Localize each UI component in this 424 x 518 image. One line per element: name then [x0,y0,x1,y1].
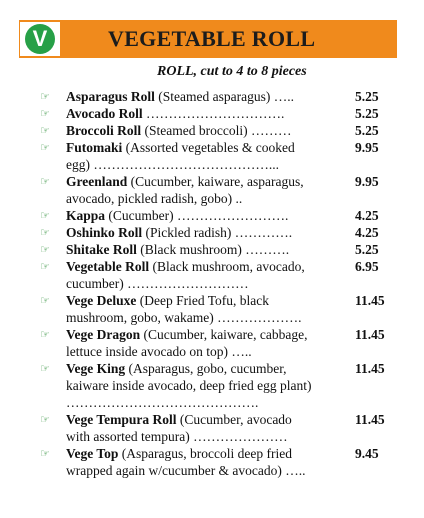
item-name: Vege King [66,361,126,376]
pointing-hand-icon: ☞ [40,328,50,341]
item-price: 9.45 [355,446,379,461]
item-price: 5.25 [355,106,379,121]
item-price: 5.25 [355,242,379,257]
item-line [66,445,292,462]
pointing-hand-icon: ☞ [40,294,50,307]
item-description: (Steamed asparagus) ….. [154,89,294,104]
item-price: 5.25 [355,89,379,104]
pointing-hand-icon: ☞ [40,141,50,154]
item-description: …………………………. [142,106,285,121]
item-price: 11.45 [355,412,385,427]
item-description-continued: kaiware inside avocado, deep fried egg plant) [66,378,312,393]
pointing-hand-icon: ☞ [40,413,50,426]
pointing-hand-icon: ☞ [40,107,50,120]
item-description: (Asparagus, broccoli deep fried [118,446,292,461]
pointing-hand-icon: ☞ [40,260,50,273]
item-description: (Steamed broccoli) ……… [141,123,292,138]
pointing-hand-icon: ☞ [40,362,50,375]
item-description-continued: mushroom, gobo, wakame) ………………. [66,310,302,325]
item-name: Greenland [66,174,128,189]
item-price: 11.45 [355,327,385,342]
item-description-continued: ……………………………………. [66,395,259,410]
item-description-continued: egg) …………………………………... [66,157,279,172]
pointing-hand-icon: ☞ [40,226,50,239]
item-line [66,88,294,105]
item-description: (Cucumber, kaiware, cabbage, [140,327,308,342]
item-description: (Black mushroom) ………. [136,242,290,257]
item-description-continued: lettuce inside avocado on top) ….. [66,344,252,359]
pointing-hand-icon: ☞ [40,124,50,137]
item-price: 4.25 [355,208,379,223]
item-name: Vege Deluxe [66,293,137,308]
item-line [66,105,284,122]
item-price: 9.95 [355,140,379,155]
item-description: (Cucumber, avocado [176,412,292,427]
item-description: (Assorted vegetables & cooked [122,140,295,155]
item-line [66,411,292,428]
item-name: Vege Tempura Roll [66,412,177,427]
item-description-continued: wrapped again w/cucumber & avocado) ….. [66,463,306,478]
pointing-hand-icon: ☞ [40,243,50,256]
item-price: 6.95 [355,259,379,274]
item-description-continued: with assorted tempura) ………………… [66,429,288,444]
item-description-continued: avocado, pickled radish, gobo) .. [66,191,243,206]
pointing-hand-icon: ☞ [40,175,50,188]
item-name: Futomaki [66,140,123,155]
item-name: Avocado Roll [66,106,143,121]
item-line [66,258,305,275]
item-line [66,326,308,343]
v-circle-icon: V [25,24,55,54]
pointing-hand-icon: ☞ [40,209,50,222]
item-description-continued: cucumber) ……………………… [66,276,249,291]
item-line [66,241,289,258]
item-name: Vege Dragon [66,327,141,342]
item-description: (Deep Fried Tofu, black [136,293,270,308]
item-name: Vegetable Roll [66,259,150,274]
item-name: Vege Top [66,446,119,461]
item-price: 4.25 [355,225,379,240]
subtitle: ROLL, cut to 4 to 8 pieces [157,64,307,79]
item-line [66,224,292,241]
item-price: 11.45 [355,361,385,376]
item-line [66,173,304,190]
item-line [66,139,295,156]
item-description: (Cucumber) ……………………. [105,208,289,223]
item-description: (Black mushroom, avocado, [149,259,305,274]
item-price: 9.95 [355,174,379,189]
item-line [66,207,288,224]
item-line [66,360,287,377]
item-price: 11.45 [355,293,385,308]
page-title: VEGETABLE ROLL [108,26,316,51]
item-line [66,292,269,309]
pointing-hand-icon: ☞ [40,90,50,103]
item-name: Shitake Roll [66,242,137,257]
item-name: Oshinko Roll [66,225,143,240]
item-name: Broccoli Roll [66,123,142,138]
pointing-hand-icon: ☞ [40,447,50,460]
item-description: (Pickled radish) …………. [142,225,293,240]
item-description: (Cucumber, kaiware, asparagus, [127,174,304,189]
item-name: Kappa [66,208,106,223]
item-price: 5.25 [355,123,379,138]
item-line [66,122,291,139]
item-name: Asparagus Roll [66,89,155,104]
item-description: (Asparagus, gobo, cucumber, [125,361,287,376]
